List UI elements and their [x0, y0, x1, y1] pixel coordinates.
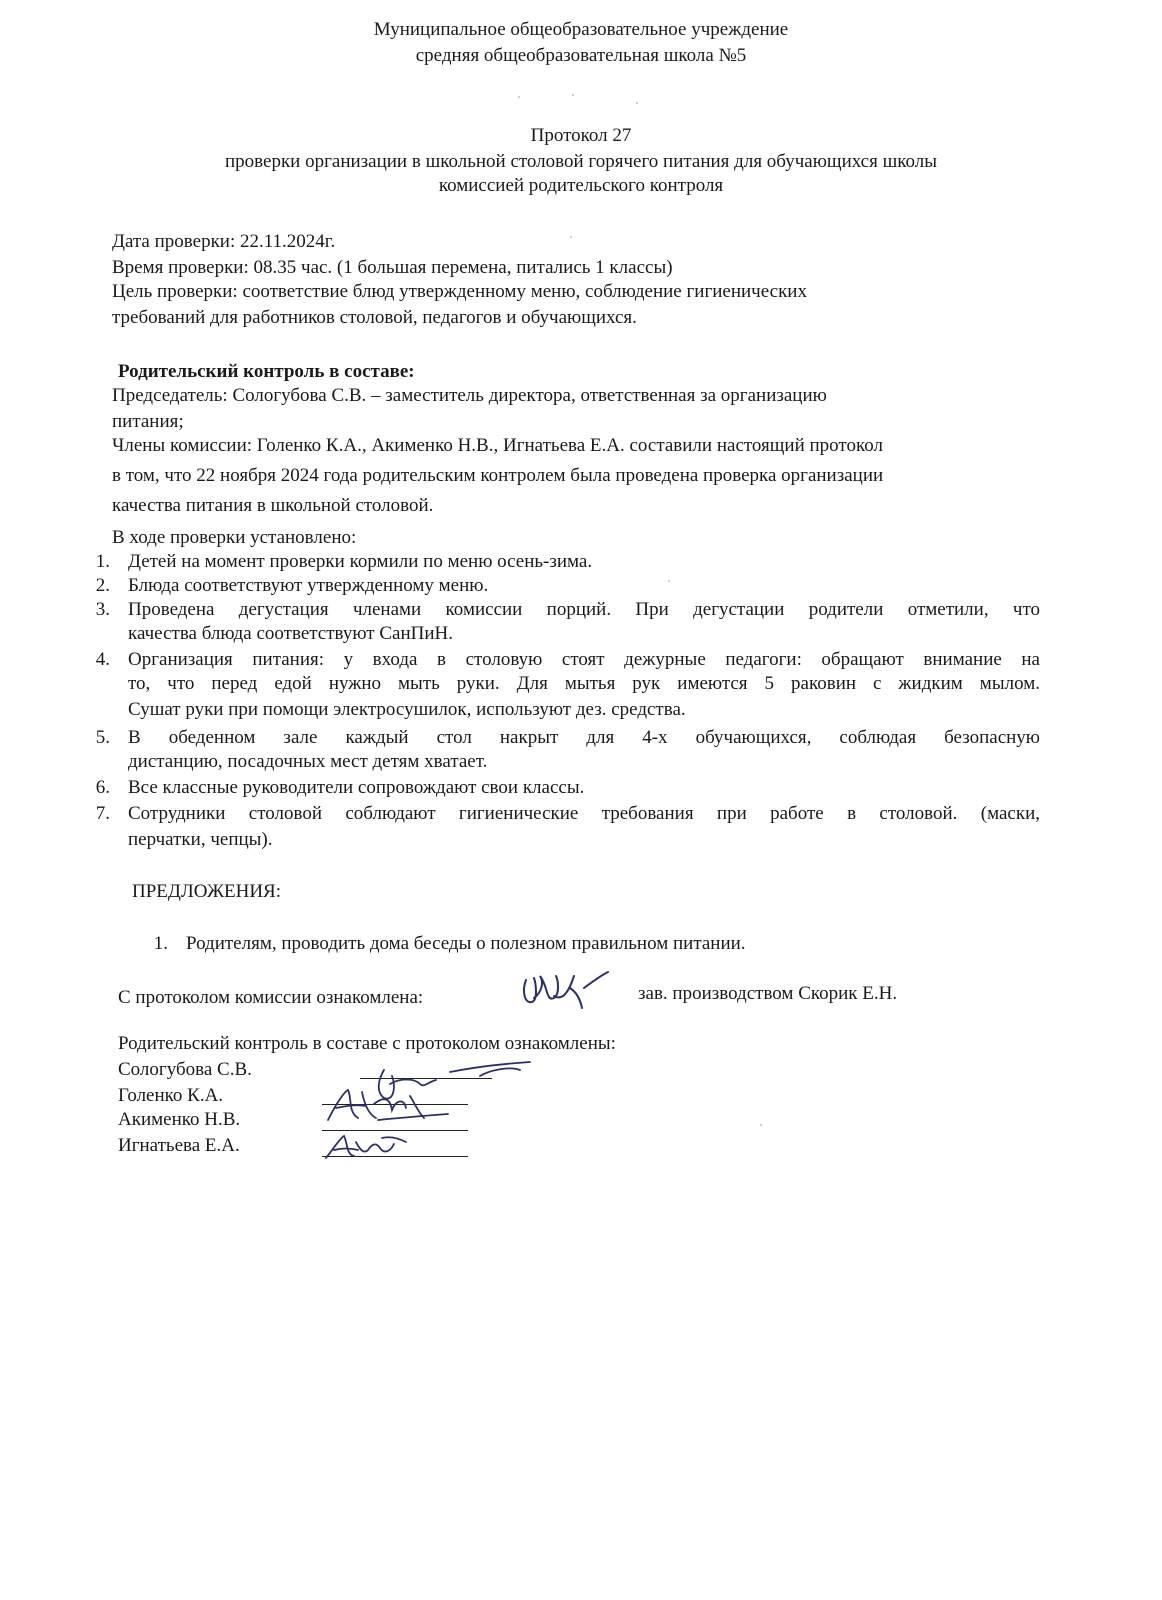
commission-members-3: качества питания в школьной столовой. — [112, 495, 434, 516]
signatures-heading: Родительский контроль в составе с протоколом ознакомлены: — [118, 1033, 616, 1054]
scan-speck — [636, 102, 638, 104]
finding-3-line-1: Проведена дегустация членами комиссии порций. При дегустации родители отметили, что — [128, 599, 1040, 620]
finding-7-line-2: перчатки, чепцы). — [128, 829, 273, 850]
proposal-number: 1. — [153, 933, 168, 954]
proposal-1-text: Родителям, проводить дома беседы о полезном правильном питании. — [186, 933, 746, 954]
finding-number: 6. — [95, 777, 110, 798]
proposals-heading: ПРЕДЛОЖЕНИЯ: — [132, 881, 282, 902]
signer-name: Акименко Н.В. — [118, 1109, 241, 1130]
inspection-date: Дата проверки: 22.11.2024г. — [112, 231, 336, 252]
findings-intro: В ходе проверки установлено: — [112, 527, 357, 548]
inspection-time: Время проверки: 08.35 час. (1 большая перемена, питались 1 классы) — [112, 257, 673, 278]
school-name-line-2: средняя общеобразовательная школа №5 — [415, 45, 747, 66]
inspection-goal-2: требований для работников столовой, педагогов и обучающихся. — [112, 307, 637, 328]
acknowledgement-label: С протоколом комиссии ознакомлена: — [118, 987, 424, 1008]
commission-members-1: Члены комиссии: Голенко К.А., Акименко Н.В., Игнатьева Е.А. составили настоящий протокол — [112, 435, 883, 456]
inspection-goal-1: Цель проверки: соответствие блюд утвержденному меню, соблюдение гигиенических — [112, 281, 807, 302]
protocol-subtitle-1: проверки организации в школьной столовой горячего питания для обучающихся школы — [224, 151, 938, 172]
finding-number: 5. — [95, 727, 110, 748]
finding-4-line-2: то, что перед едой нужно мыть руки. Для мытья рук имеются 5 раковин с жидким мылом. — [128, 673, 1040, 694]
scan-speck — [572, 94, 574, 96]
finding-4-line-3: Сушат руки при помощи электросушилок, используют дез. средства. — [128, 699, 686, 720]
finding-number: 3. — [95, 599, 110, 620]
signer-name: Игнатьева Е.А. — [118, 1135, 240, 1156]
scan-speck — [518, 96, 520, 98]
finding-6-line-1: Все классные руководители сопровождают свои классы. — [128, 777, 585, 798]
handwritten-signature — [318, 1084, 458, 1126]
finding-2-line-1: Блюда соответствуют утвержденному меню. — [128, 575, 489, 596]
signer-name: Голенко К.А. — [118, 1085, 224, 1106]
handwritten-signature — [320, 1128, 410, 1164]
finding-3-line-2: качества блюда соответствуют СанПиН. — [128, 623, 453, 644]
finding-number: 7. — [95, 803, 110, 824]
commission-chair-2: питания; — [112, 411, 184, 432]
protocol-title: Протокол 27 — [530, 125, 632, 146]
handwritten-signature — [514, 968, 614, 1018]
commission-chair-1: Председатель: Сологубова С.В. – заместитель директора, ответственная за организацию — [112, 385, 827, 406]
finding-7-line-1: Сотрудники столовой соблюдают гигиенические требования при работе в столовой. (маски, — [128, 803, 1040, 824]
finding-1-line-1: Детей на момент проверки кормили по меню осень-зима. — [128, 551, 593, 572]
commission-members-2: в том, что 22 ноября 2024 года родительским контролем была проведена проверка организации — [112, 465, 884, 486]
school-name-line-1: Муниципальное общеобразовательное учреждение — [373, 19, 789, 40]
scan-speck — [668, 580, 670, 582]
signer-name: Сологубова С.В. — [118, 1059, 252, 1080]
finding-5-line-2: дистанцию, посадочных мест детям хватает. — [128, 751, 488, 772]
acknowledgement-position: зав. производством Скорик Е.Н. — [638, 983, 898, 1004]
finding-4-line-1: Организация питания: у входа в столовую стоят дежурные педагоги: обращают внимание на — [128, 649, 1040, 670]
commission-heading: Родительский контроль в составе: — [118, 361, 415, 382]
finding-5-line-1: В обеденном зале каждый стол накрыт для 4-х обучающихся, соблюдая безопасную — [128, 727, 1040, 748]
finding-number: 1. — [95, 551, 110, 572]
scan-speck — [570, 236, 572, 238]
scan-speck — [760, 1124, 762, 1126]
protocol-subtitle-2: комиссией родительского контроля — [438, 175, 724, 196]
finding-number: 4. — [95, 649, 110, 670]
finding-number: 2. — [95, 575, 110, 596]
